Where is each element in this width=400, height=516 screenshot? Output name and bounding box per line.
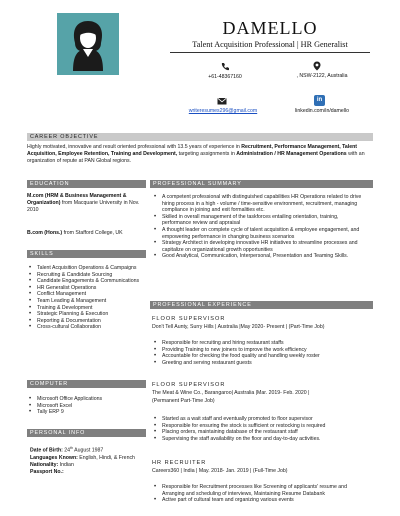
job-employer-note: (Permanent Part-Time Job) xyxy=(152,398,215,404)
list-item: • HR Generalist Operations xyxy=(27,285,146,292)
title-divider xyxy=(170,52,370,53)
list-item: • Conflict Management xyxy=(27,291,146,298)
list-item: • Cross-cultural Collaboration xyxy=(27,324,146,331)
objective-part-1: Highly motivated, innovative and result oriented professional with 13.5 years of experience in xyxy=(27,144,242,150)
languages-label: Languages Known: xyxy=(30,454,78,461)
list-item: • Training & Development xyxy=(27,305,146,312)
phone-icon xyxy=(220,62,230,72)
avatar-icon xyxy=(57,13,119,75)
experience-heading: PROFESSIONAL EXPERIENCE xyxy=(153,302,252,308)
job-title: HR RECRUITER xyxy=(152,460,207,466)
phone-number: +61-48367160 xyxy=(208,74,242,80)
skills-header xyxy=(27,250,146,258)
summary-header xyxy=(150,180,373,188)
passport-label: Passport No.: xyxy=(30,468,64,475)
list-item: • Reporting & Documentation xyxy=(27,318,146,325)
list-item: • Placing orders, maintaining database of the restaurant staff xyxy=(152,429,369,436)
objective-bold-2: Administration / HR Management Operations xyxy=(236,151,347,158)
job-employer: The Meat & Wine Co., Barangaroo| Australia |Mar. 2019- Feb. 2020 | xyxy=(152,390,310,396)
career-objective-text xyxy=(27,144,373,166)
nationality-label: Nationality: xyxy=(30,461,59,468)
list-item: • Responsible for ensuring the stock is sufficient or restocking is required xyxy=(152,423,369,430)
job-duties-list xyxy=(152,416,369,442)
list-item: • A thought leader on complete cycle of talent acquisition & employee engagement, and empowering performance in changing business scenarios xyxy=(152,227,369,240)
email-link[interactable]: writeresumes296@gmail.com xyxy=(188,108,258,114)
career-objective-header xyxy=(27,133,373,141)
list-item: • Team Leading & Management xyxy=(27,298,146,305)
education-detail-1: from Macquarie University in Nov. 2010 xyxy=(27,200,140,214)
list-item: • Providing Training to new joiners to improve the work efficiency xyxy=(152,347,369,354)
list-item: • Strategy Architect in developing innovative HR initiatives to streamline processes and capitalize on organizational growth opportunities xyxy=(152,240,369,253)
candidate-name: DAMELLO xyxy=(222,18,318,38)
passport-row xyxy=(30,469,144,476)
list-item: • Started as a wait staff and eventually promoted to floor supervisor xyxy=(152,416,369,423)
languages-value: English, Hindi, & French xyxy=(77,454,135,461)
objective-part-2: targeting assignments in xyxy=(177,151,237,158)
job-employer: Careers360 | India | May. 2018- Jan. 2019 | (Full-Time Job) xyxy=(152,468,288,474)
computer-list xyxy=(27,396,146,416)
job-title: FLOOR SUPERVISOR xyxy=(152,316,226,322)
location-text: , NSW-2122, Australia xyxy=(296,73,348,79)
dob-value: August 1987 xyxy=(73,447,104,454)
list-item: • Recruiting & Candidate Sourcing xyxy=(27,272,146,279)
linkedin-link[interactable]: linkedin.com/in/damello xyxy=(295,108,349,114)
job-title: FLOOR SUPERVISOR xyxy=(152,382,226,388)
job-employer: Don't Tell Aunty, Surry Hills | Australia |May 2020- Present | (Part-Time Job) xyxy=(152,324,325,330)
avatar xyxy=(57,13,119,75)
personal-info-header xyxy=(27,429,146,437)
dob-suffix: th xyxy=(70,446,73,450)
email-icon xyxy=(217,96,227,106)
languages-row xyxy=(30,455,144,462)
education-heading: EDUCATION xyxy=(30,181,70,187)
summary-list xyxy=(152,194,369,260)
list-item: • Greeting and serving restaurant guests xyxy=(152,360,369,367)
job-duties-list xyxy=(152,340,369,366)
list-item: • Supervising the staff availability on the floor and day-to-day activities. xyxy=(152,436,369,443)
location-icon xyxy=(312,61,322,71)
list-item: • Good Analytical, Communication, Interpersonal, Presentation and Teaming Skills. xyxy=(152,253,369,260)
list-item: • Talent Acquisition Operations & Campaigns xyxy=(27,265,146,272)
education-detail-2: from Stafford College, UK xyxy=(62,230,123,236)
computer-heading: COMPUTER xyxy=(30,381,69,387)
candidate-subtitle: Talent Acquisition Professional | HR Generalist xyxy=(192,40,348,49)
list-item: • Microsoft Office Applications xyxy=(27,396,146,403)
list-item: • Responsible for recruiting and hiring restaurant staffs xyxy=(152,340,369,347)
education-header xyxy=(27,180,146,188)
list-item: • Tally ERP 9 xyxy=(27,409,146,416)
job-duties-list xyxy=(152,484,369,504)
list-item: • Skilled in overall management of the taskforces entailing orientation, training, performance review and appraisal xyxy=(152,214,369,227)
personal-info-block xyxy=(30,445,144,476)
dob-day: 24 xyxy=(62,447,71,454)
dob-label: Date of Birth: xyxy=(30,447,63,454)
education-entry-2 xyxy=(27,230,146,237)
computer-header xyxy=(27,380,146,388)
skills-heading: SKILLS xyxy=(30,251,54,257)
education-degree-2: B.com (Hons.) xyxy=(27,230,63,236)
nationality-value: Indian xyxy=(58,461,74,468)
nationality-row xyxy=(30,462,144,469)
list-item: • Responsible for Recruitment processes like Screening of applicants' resume and Arranging and scheduling of interviews, Maintaining Resume Databank xyxy=(152,484,369,497)
education-degree-1: M.com (HRM & Business Management & Organization) xyxy=(27,193,127,207)
list-item: • Strategic Planning & Execution xyxy=(27,311,146,318)
career-objective-heading: CAREER OBJECTIVE xyxy=(30,134,99,140)
objective-part-3: with an organization of repute at PAN Global regions. xyxy=(27,151,365,165)
list-item: • Candidate Engagements & Communications xyxy=(27,278,146,285)
list-item: • Active part of cultural team and organizing various events xyxy=(152,497,369,504)
personal-info-heading: PERSONAL INFO xyxy=(30,430,86,436)
list-item: • Accountable for checking the food quality and handling weekly roster xyxy=(152,353,369,360)
experience-header xyxy=(150,301,373,309)
dob-row xyxy=(30,445,144,455)
list-item: • A competent professional with distinguished capabilities HR Operations related to drive hiring process in a high - volume / time-sensitive environment, recruitment, managing compliance in joining and exit formalities etc. xyxy=(152,194,369,214)
objective-bold-1: Recruitment, Performance Management, Talent Acquisition, Employee Retention, Training and Development, xyxy=(27,144,358,158)
summary-heading: PROFESSIONAL SUMMARY xyxy=(153,181,242,187)
linkedin-icon: in xyxy=(314,95,325,106)
list-item: • Microsoft Excel xyxy=(27,403,146,410)
education-entry-1 xyxy=(27,193,146,215)
skills-list xyxy=(27,265,146,331)
